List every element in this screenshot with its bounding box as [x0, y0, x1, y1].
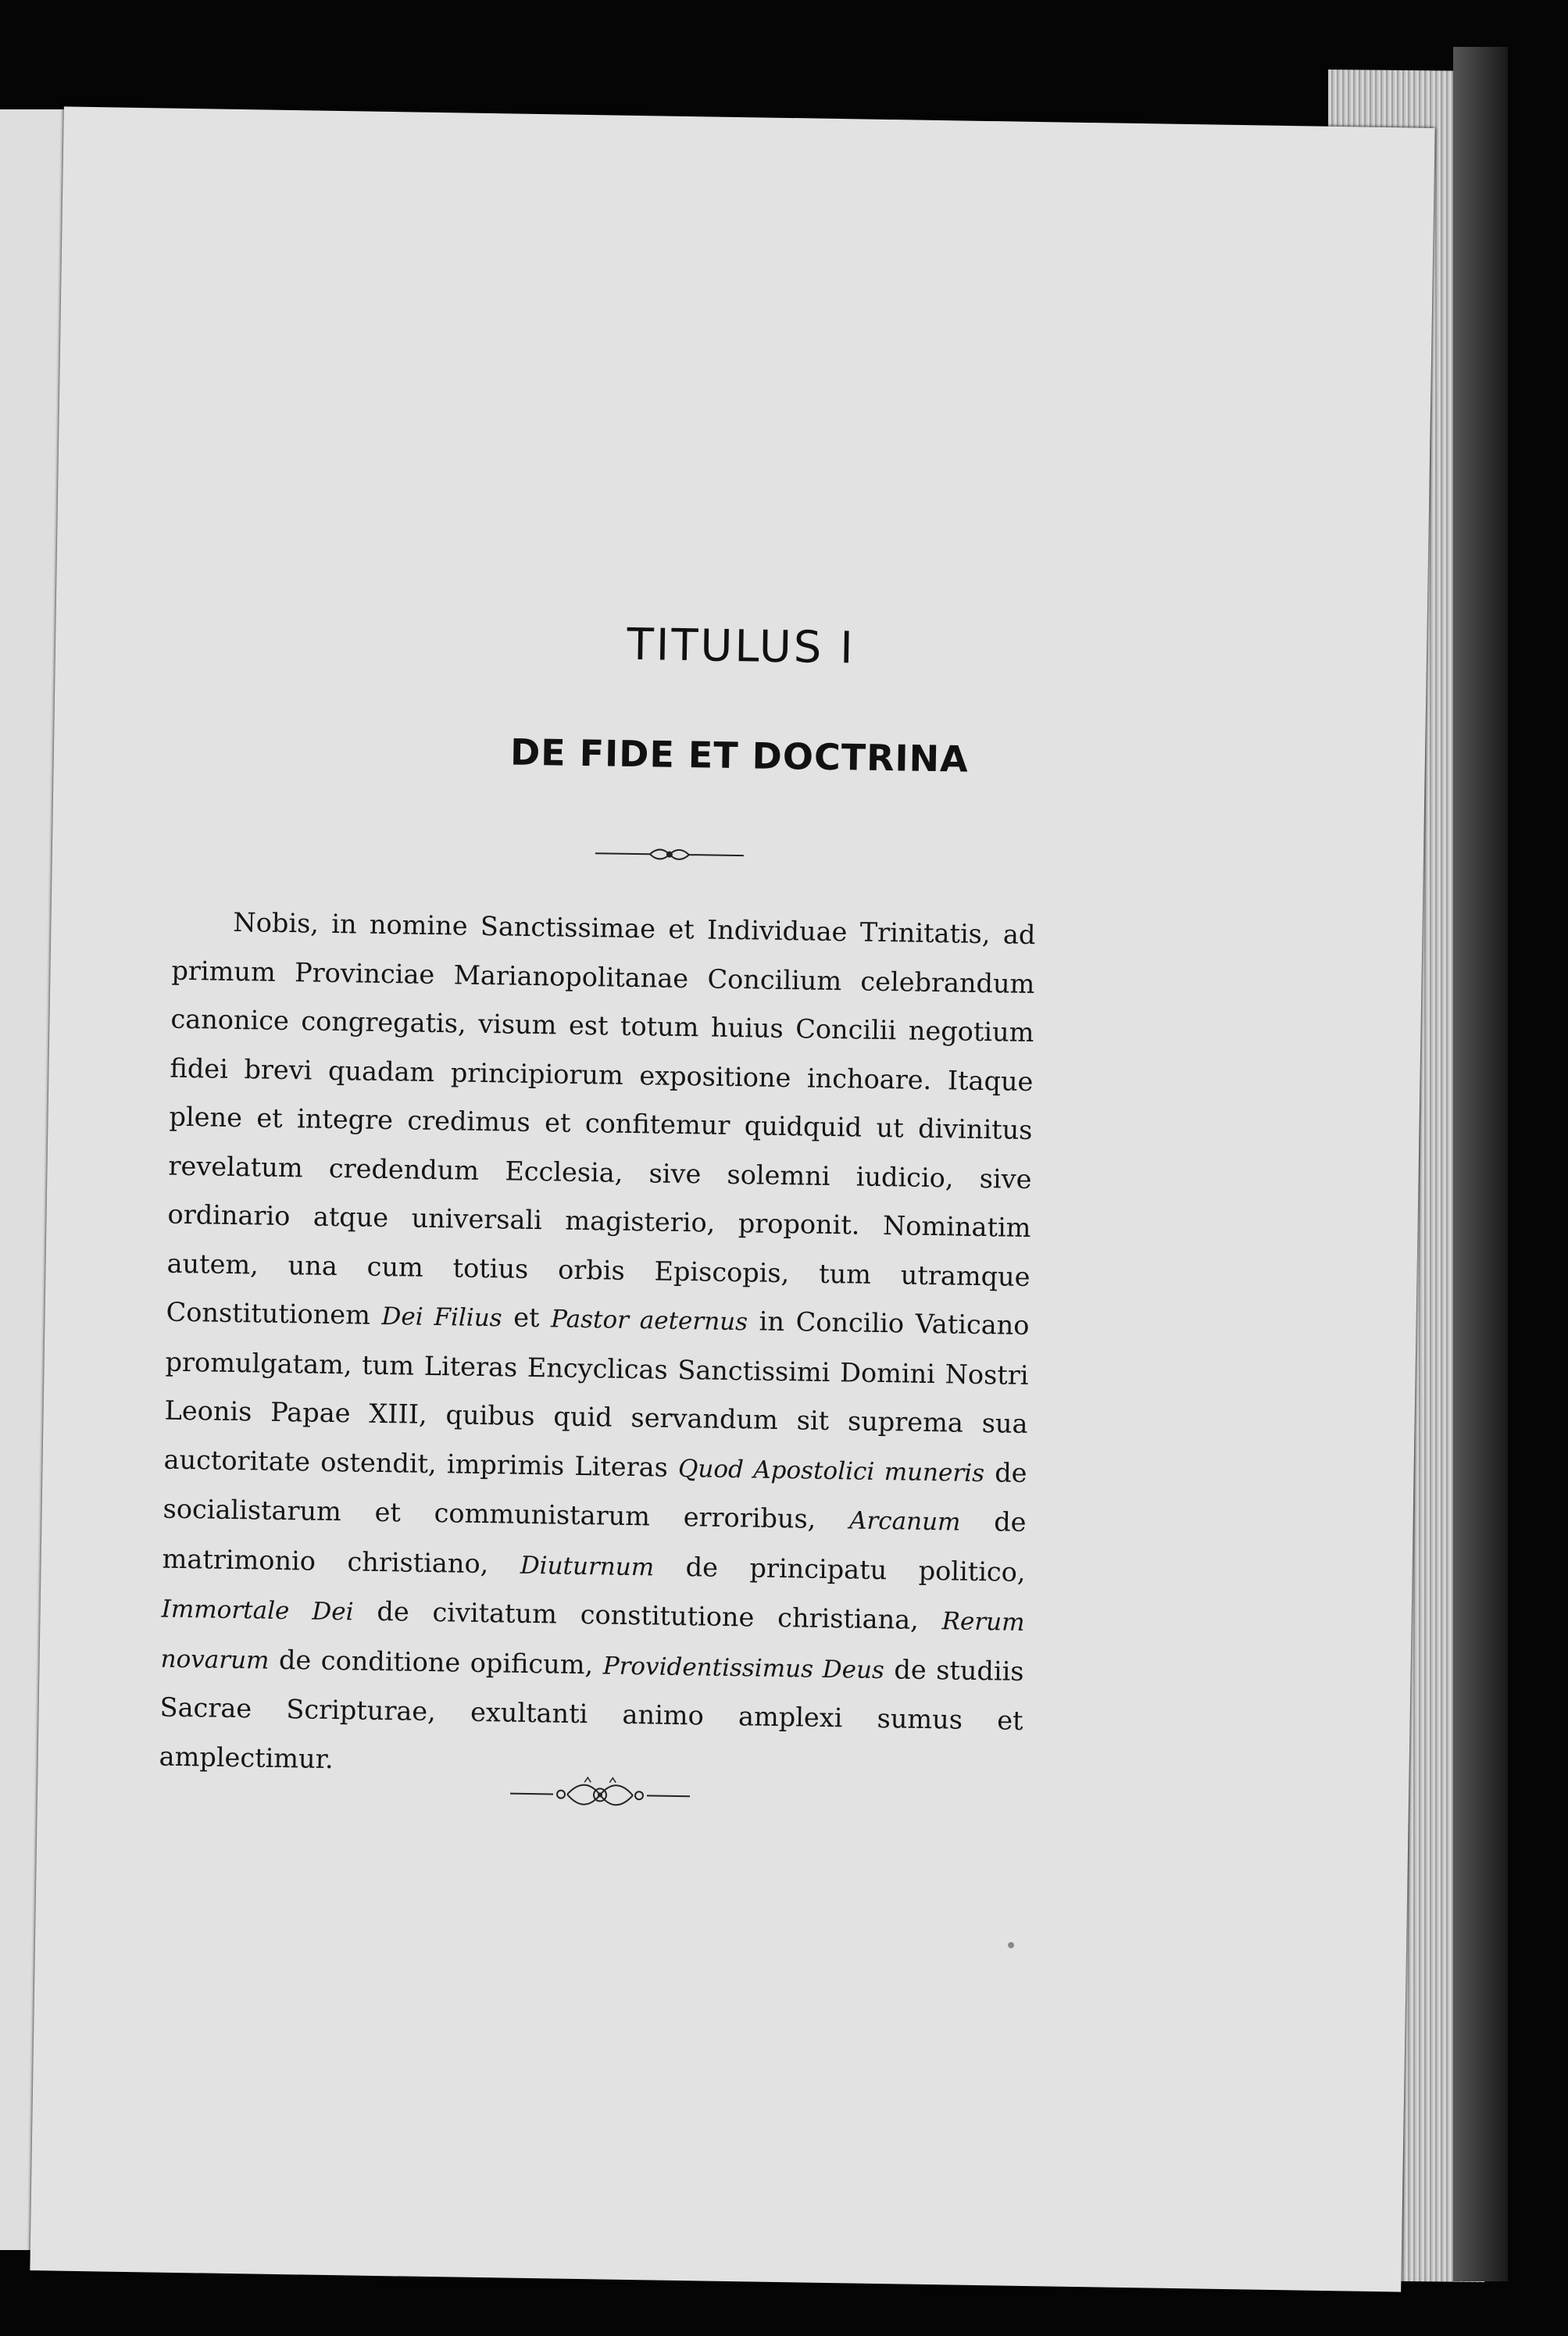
tailpiece-ornament — [506, 1770, 695, 1820]
italic-title-run: Quod Apostolici muneris — [677, 1454, 985, 1488]
text-run: de civitatum constitutione christiana, — [353, 1595, 943, 1636]
book-page — [30, 106, 1434, 2291]
page-subtitle: DE FIDE ET DOCTRINA — [509, 730, 970, 780]
page-title: TITULUS I — [627, 619, 856, 674]
italic-title-run: Immortale Dei — [161, 1595, 354, 1627]
italic-title-run: Diuturnum — [520, 1551, 655, 1581]
text-run: de principatu politico, — [653, 1550, 1026, 1588]
italic-title-run: Pastor aeternus — [550, 1305, 748, 1337]
divider-ornament — [591, 838, 748, 871]
text-run: de studiis Sacrae Scripturae, exultanti animo amplexi sumus et amplectimur. — [159, 1653, 1024, 1774]
text-run: de socialistarum et communistarum erroribus, — [163, 1456, 1027, 1535]
text-run: de conditione opificum, — [269, 1644, 604, 1680]
italic-title-run: Dei Filius — [381, 1302, 502, 1333]
page-speck — [1008, 1942, 1014, 1948]
book-cover-edge — [1453, 47, 1508, 2281]
paragraph-text — [159, 898, 1036, 1795]
text-run: de matrimonio christiano, — [162, 1506, 1027, 1580]
text-run: Nobis, in nomine Sanctissimae et Individuae Trinitatis, ad primum Provinciae Marianopolitanae Concilium celebrandum canonice congregatis, visum est totum huius Concilii negotium fidei brevi quadam principiorum expositione inchoare. Itaque plene et integre credimus et confitemur quidquid ut divinitus revelatum credendum Ecclesia, sive solemni iudicio, sive ordinario atque universali magisterio, proponit. Nominatim autem, una cum totius orbis Episcopis, tum utramque Constitutionem — [166, 906, 1036, 1331]
italic-title-run: Rerum novarum — [160, 1607, 1025, 1675]
italic-title-run: Arcanum — [848, 1506, 961, 1537]
body-paragraph — [159, 898, 1036, 1795]
text-run: et — [502, 1302, 552, 1334]
text-run: in Concilio Vaticano promulgatam, tum Literas Encyclicas Sanctissimi Domini Nostri Leonis Papae XIII, quibus quid servandum sit suprema sua auctoritate ostendit, imprimis Literas — [163, 1306, 1030, 1483]
italic-title-run: Providentissimus Deus — [602, 1651, 885, 1684]
